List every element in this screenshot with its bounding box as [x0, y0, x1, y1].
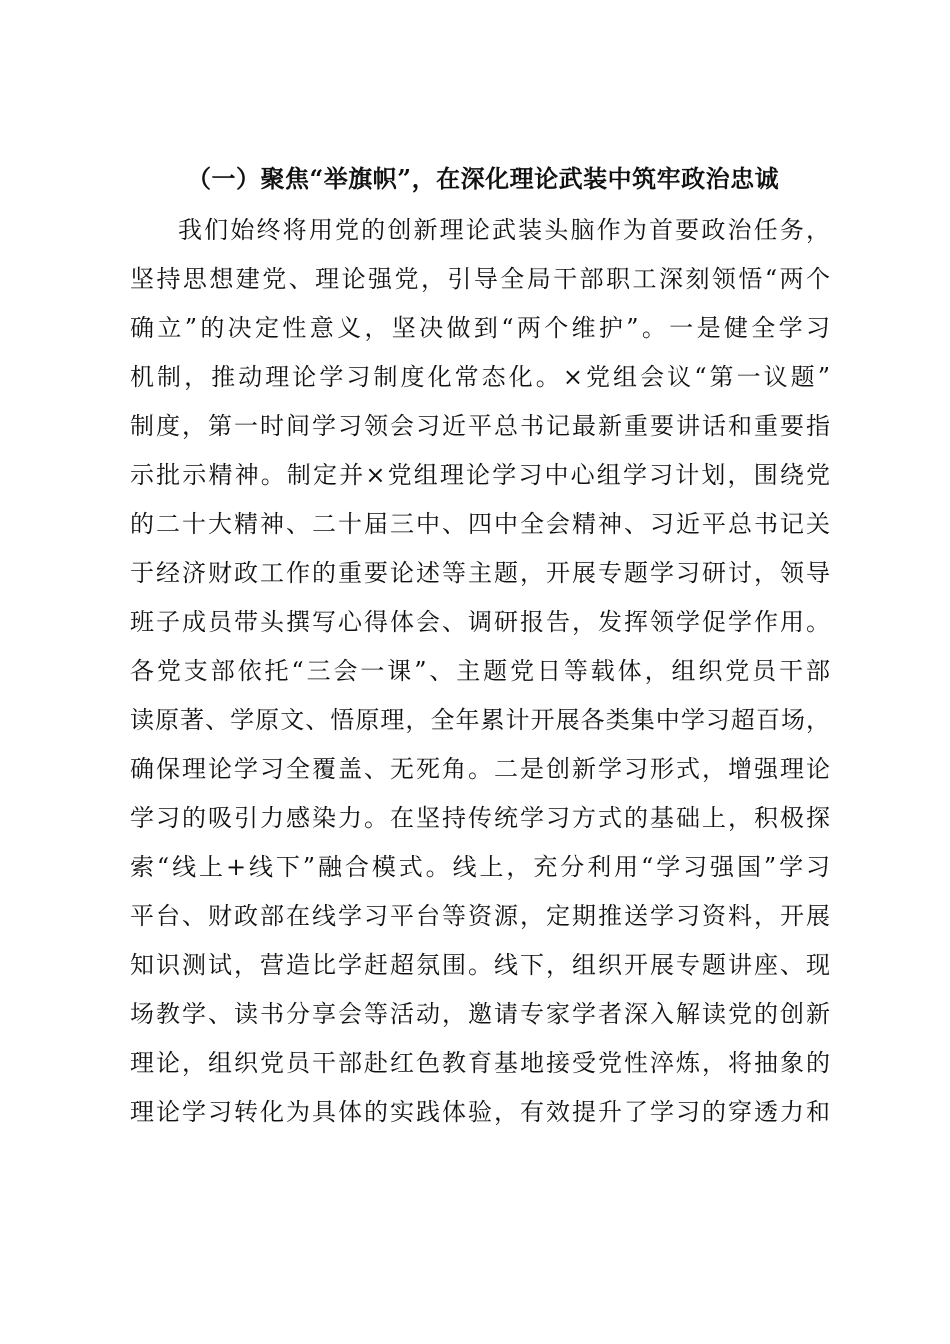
paragraph-line: 的二十大精神、二十届三中、四中全会精神、习近平总书记关 [130, 510, 830, 538]
paragraph-line: 读原著、学原文、悟原理，全年累计开展各类集中学习超百场， [130, 706, 830, 734]
paragraph-line: 于经济财政工作的重要论述等主题，开展专题学习研讨，领导 [130, 559, 830, 587]
paragraph-line: 坚持思想建党、理论强党，引导全局干部职工深刻领悟“两个 [130, 265, 830, 293]
paragraph-line: 知识测试，营造比学赶超氛围。线下，组织开展专题讲座、现 [130, 951, 830, 979]
paragraph-line: 制度，第一时间学习领会习近平总书记最新重要讲话和重要指 [130, 412, 830, 440]
paragraph-line: 确保理论学习全覆盖、无死角。二是创新学习形式，增强理论 [130, 755, 830, 783]
paragraph-line: 机制，推动理论学习制度化常态化。×党组会议“第一议题” [130, 363, 830, 391]
paragraph-line: 示批示精神。制定并×党组理论学习中心组学习计划，围绕党 [130, 461, 830, 489]
section-heading: （一）聚焦“举旗帜”，在深化理论武装中筑牢政治忠诚 [187, 164, 780, 193]
paragraph-line: 班子成员带头撰写心得体会、调研报告，发挥领学促学作用。 [130, 608, 830, 636]
paragraph-line: 理论，组织党员干部赴红色教育基地接受党性淬炼，将抽象的 [130, 1049, 830, 1077]
paragraph-line: 各党支部依托“三会一课”、主题党日等载体，组织党员干部 [130, 657, 830, 685]
paragraph-line: 我们始终将用党的创新理论武装头脑作为首要政治任务， [178, 216, 830, 244]
paragraph-line: 理论学习转化为具体的实践体验，有效提升了学习的穿透力和 [130, 1098, 830, 1126]
paragraph-line: 场教学、读书分享会等活动，邀请专家学者深入解读党的创新 [130, 1000, 830, 1028]
paragraph-line: 确立”的决定性意义，坚决做到“两个维护”。一是健全学习 [130, 314, 830, 342]
paragraph-line: 平台、财政部在线学习平台等资源，定期推送学习资料，开展 [130, 902, 830, 930]
paragraph-line: 学习的吸引力感染力。在坚持传统学习方式的基础上，积极探 [130, 804, 830, 832]
paragraph-line: 索“线上+线下”融合模式。线上，充分利用“学习强国”学习 [130, 853, 830, 881]
